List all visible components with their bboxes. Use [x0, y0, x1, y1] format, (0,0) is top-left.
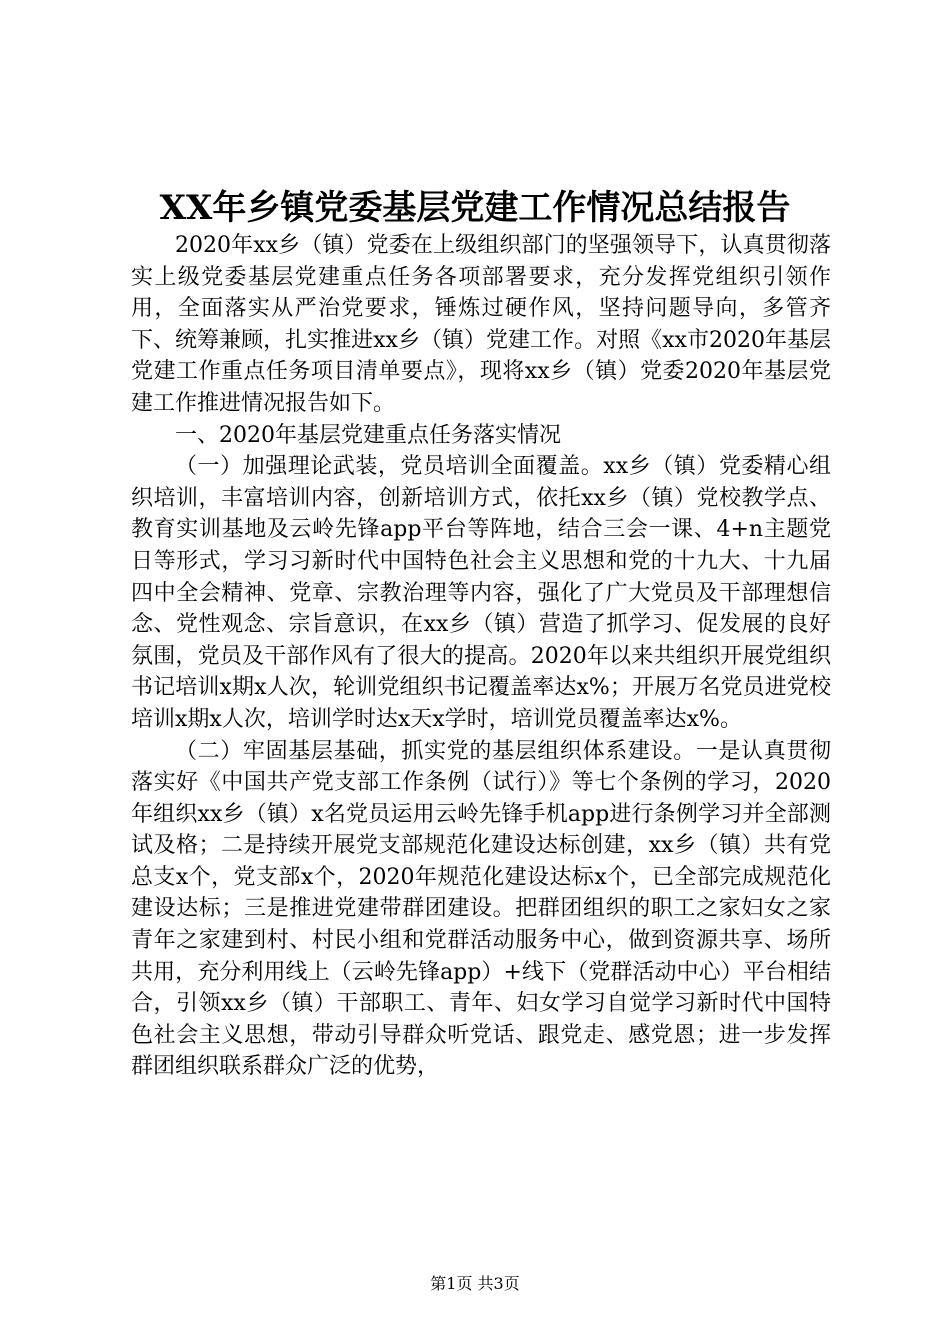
document-body — [131, 230, 831, 1083]
subsection-paragraph-1: （一）加强理论武装，党员培训全面覆盖。xx乡（镇）党委精心组织培训，丰富培训内容，创新培训方式，依托xx乡（镇）党校教学点、教育实训基地及云岭先锋app平台等阵地，结合三会一课、4+n主题党日等形式，学习习新时代中国特色社会主义思想和党的十九大、十九届四中全会精神、党章、宗教治理等内容，强化了广大党员及干部理想信念、党性观念、宗旨意识，在xx乡（镇）营造了抓学习、促发展的良好氛围，党员及干部作风有了很大的提高。2020年以来共组织开展党组织书记培训x期x人次，轮训党组织书记覆盖率达x%；开展万名党员进党校培训x期x人次，培训学时达x天x学时，培训党员覆盖率达x%。 — [131, 454, 831, 732]
section-heading: 一、2020年基层党建重点任务落实情况 — [175, 422, 561, 448]
intro-paragraph: 2020年xx乡（镇）党委在上级组织部门的坚强领导下，认真贯彻落实上级党委基层党建重点任务各项部署要求，充分发挥党组织引领作用，全面落实从严治党要求，锤炼过硬作风，坚持问题导向，多管齐下、统筹兼顾，扎实推进xx乡（镇）党建工作。对照《xx市2020年基层党建工作重点任务项目清单要点》，现将xx乡（镇）党委2020年基层党建工作推进情况报告如下。 — [131, 233, 831, 416]
page-footer: 第1页 共3页 — [430, 1274, 520, 1293]
document-title: XX年乡镇党委基层党建工作情况总结报告 — [159, 188, 791, 228]
subsection-paragraph-2: （二）牢固基层基础，抓实党的基层组织体系建设。一是认真贯彻落实好《中国共产党支部工作条例（试行）》等七个条例的学习，2020年组织xx乡（镇）x名党员运用云岭先锋手机app进行条例学习并全部测试及格；二是持续开展党支部规范化建设达标创建，xx乡（镇）共有党总支x个，党支部x个，2020年规范化建设达标x个，已全部完成规范化建设达标；三是推进党建带群团建设。把群团组织的职工之家妇女之家青年之家建到村、村民小组和党群活动服务中心，做到资源共享、场所共用，充分利用线上（云岭先锋app）+线下（党群活动中心）平台相结合，引领xx乡（镇）干部职工、青年、妇女学习自觉学习新时代中国特色社会主义思想，带动引导群众听党话、跟党走、感党恩；进一步发挥群团组织联系群众广泛的优势， — [131, 738, 831, 1080]
